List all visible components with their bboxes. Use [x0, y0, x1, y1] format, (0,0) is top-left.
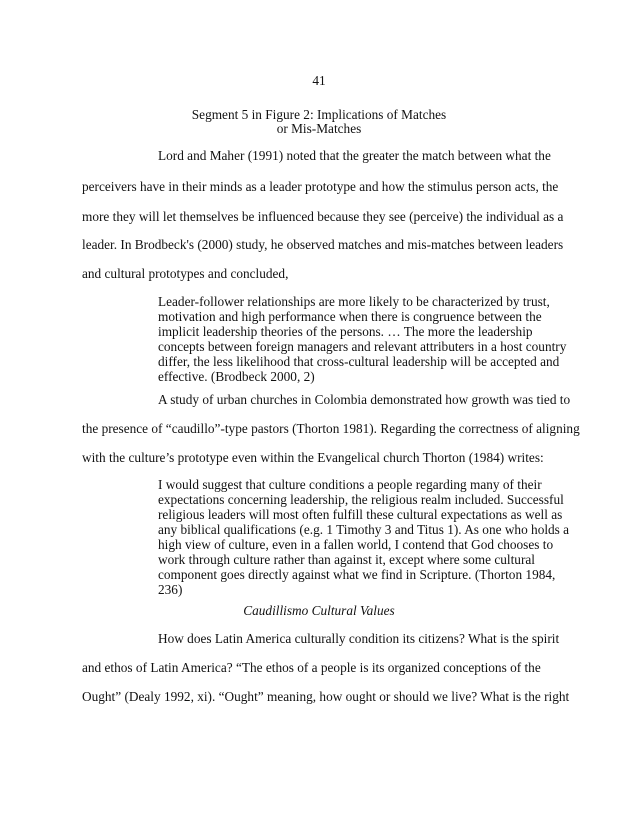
block-quote-line: I would suggest that culture conditions a people regarding many of their [158, 477, 542, 492]
paragraph-line: Ought” (Dealy 1992, xi). “Ought” meaning, how ought or should we live? What is the right [82, 689, 570, 704]
paragraph-line: more they will let themselves be influenced because they see (perceive) the individual as a [82, 209, 564, 224]
block-quote-line: effective. (Brodbeck 2000, 2) [158, 369, 315, 384]
block-quote-line: component goes directly against what we find in Scripture. (Thorton 1984, [158, 567, 556, 582]
subheading: Caudillismo Cultural Values [243, 603, 395, 618]
paragraph-line: perceivers have in their minds as a leader prototype and how the stimulus person acts, the [82, 179, 559, 194]
block-quote-line: differ, the less likelihood that cross-cultural leadership will be accepted and [158, 354, 560, 369]
paragraph-line: Lord and Maher (1991) noted that the greater the match between what the [158, 148, 551, 163]
paragraph-line: leader. In Brodbeck's (2000) study, he observed matches and mis-matches between leaders [82, 237, 564, 252]
block-quote-line: motivation and high performance when there is congruence between the [158, 309, 542, 324]
block-quote-line: high view of culture, even in a fallen world, I contend that God chooses to [158, 537, 554, 552]
paragraph-line: How does Latin America culturally condition its citizens? What is the spirit [158, 631, 560, 646]
block-quote-line: religious leaders will most often fulfill these cultural expectations as well as [158, 507, 563, 522]
block-quote-line: work through culture rather than against it, except where some cultural [158, 552, 535, 567]
paragraph-line: A study of urban churches in Colombia demonstrated how growth was tied to [158, 392, 571, 407]
paragraph-line: with the culture’s prototype even within the Evangelical church Thorton (1984) writes: [82, 450, 544, 465]
block-quote-line: Leader-follower relationships are more likely to be characterized by trust, [158, 294, 550, 309]
block-quote-line: concepts between foreign managers and relevant attributers in a host country [158, 339, 567, 354]
section-heading-line-2: or Mis-Matches [276, 121, 362, 136]
page-number: 41 [312, 73, 326, 88]
block-quote-line: any biblical qualifications (e.g. 1 Timothy 3 and Titus 1). As one who holds a [158, 522, 570, 537]
block-quote-line: implicit leadership theories of the persons. … The more the leadership [158, 324, 533, 339]
paragraph-line: and ethos of Latin America? “The ethos of a people is its organized conceptions of the [82, 660, 541, 675]
block-quote-line: 236) [158, 582, 183, 597]
paragraph-line: and cultural prototypes and concluded, [82, 266, 289, 281]
block-quote-line: expectations concerning leadership, the religious realm included. Successful [158, 492, 564, 507]
paragraph-line: the presence of “caudillo”-type pastors (Thorton 1981). Regarding the correctness of aligning [82, 421, 580, 436]
section-heading-line-1: Segment 5 in Figure 2: Implications of Matches [191, 107, 447, 122]
